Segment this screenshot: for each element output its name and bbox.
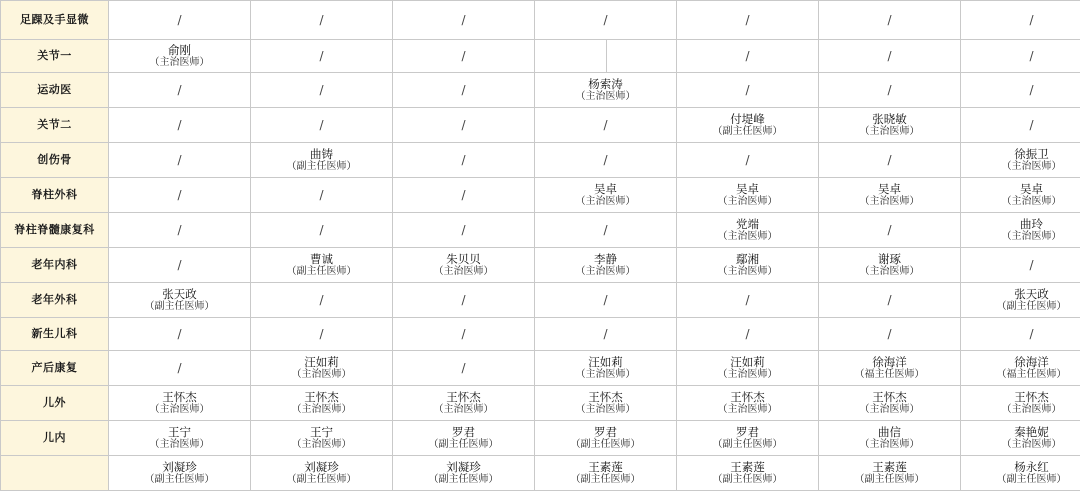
schedule-cell-empty: [961, 40, 1080, 73]
doctor-name: 徐海洋: [1014, 354, 1049, 369]
schedule-cell-empty: [251, 283, 393, 318]
department-label: 足踝及手显微: [1, 1, 109, 40]
schedule-cell-doctor: [961, 283, 1080, 318]
slash-mark: /: [461, 360, 466, 375]
doctor-name: 王素莲: [872, 459, 907, 474]
slash-mark: /: [319, 326, 324, 341]
doctor-title: （主治医师）: [1001, 160, 1062, 172]
doctor-name: 曲玲: [1020, 216, 1043, 231]
slash-mark: /: [177, 360, 182, 375]
slash-mark: /: [177, 117, 182, 132]
department-label: 创伤骨: [1, 143, 109, 178]
table-row: [1, 1, 1080, 40]
schedule-cell-empty: [393, 1, 535, 40]
slash-mark: /: [887, 152, 892, 167]
slash-mark: /: [177, 222, 182, 237]
schedule-cell-empty: [819, 143, 961, 178]
schedule-cell-doctor: [961, 456, 1080, 491]
schedule-cell-doctor: [819, 178, 961, 213]
slash-mark: /: [603, 152, 608, 167]
schedule-cell-empty: [109, 108, 251, 143]
schedule-cell-empty: [393, 178, 535, 213]
schedule-cell-empty: [819, 1, 961, 40]
doctor-title: （副主任医师）: [854, 473, 925, 485]
doctor-title: （主治医师）: [291, 368, 352, 380]
doctor-name: 张天政: [1014, 286, 1049, 301]
doctor-name: 党端: [736, 216, 759, 231]
slash-mark: /: [887, 82, 892, 97]
schedule-cell-empty: [819, 283, 961, 318]
doctor-title: （主治医师）: [575, 195, 636, 207]
doctor-title: （主治医师）: [717, 403, 778, 415]
slash-mark: /: [1029, 48, 1034, 63]
schedule-table-body: [1, 1, 1080, 491]
doctor-name: 吴卓: [594, 181, 617, 196]
schedule-cell-empty: [251, 318, 393, 351]
schedule-cell-doctor: [961, 213, 1080, 248]
doctor-title: （副主任医师）: [428, 473, 499, 485]
schedule-cell-empty: [251, 108, 393, 143]
doctor-title: （主治医师）: [575, 265, 636, 277]
schedule-cell-empty: [109, 73, 251, 108]
doctor-title: （主治医师）: [1001, 438, 1062, 450]
doctor-title: （主治医师）: [149, 403, 210, 415]
slash-mark: /: [1029, 117, 1034, 132]
table-row: [1, 108, 1080, 143]
slash-mark: /: [461, 48, 466, 63]
schedule-cell-doctor: [251, 456, 393, 491]
slash-mark: /: [177, 257, 182, 272]
schedule-cell-doctor: [677, 351, 819, 386]
doctor-name: 王素莲: [588, 459, 623, 474]
schedule-cell-doctor: [393, 386, 535, 421]
schedule-cell-empty: [535, 318, 677, 351]
doctor-title: （主治医师）: [433, 265, 494, 277]
doctor-title: （福主任医师）: [996, 368, 1067, 380]
slash-mark: /: [887, 48, 892, 63]
schedule-cell-doctor: [109, 386, 251, 421]
schedule-cell-doctor: [393, 456, 535, 491]
schedule-cell-split: [535, 40, 677, 73]
doctor-name: 王怀杰: [872, 389, 907, 404]
schedule-cell-doctor: [677, 456, 819, 491]
slash-mark: /: [1029, 82, 1034, 97]
doctor-name: 谢琢: [878, 251, 901, 266]
schedule-cell-empty: [109, 1, 251, 40]
table-row: [1, 178, 1080, 213]
schedule-cell-empty: [393, 318, 535, 351]
doctor-name: 徐海洋: [872, 354, 907, 369]
doctor-title: （副主任医师）: [570, 438, 641, 450]
schedule-cell-empty: [251, 40, 393, 73]
doctor-title: （副主任医师）: [286, 473, 357, 485]
schedule-cell-doctor: [819, 351, 961, 386]
department-label: 运动医: [1, 73, 109, 108]
doctor-name: 秦艳妮: [1014, 424, 1049, 439]
doctor-name: 刘凝珍: [162, 459, 197, 474]
doctor-name: 张天政: [162, 286, 197, 301]
slash-mark: /: [745, 326, 750, 341]
schedule-cell-doctor: [961, 386, 1080, 421]
doctor-name: 曹诚: [310, 251, 333, 266]
slash-mark: /: [1029, 12, 1034, 27]
slash-mark: /: [745, 12, 750, 27]
doctor-title: （主治医师）: [149, 438, 210, 450]
schedule-cell-doctor: [677, 248, 819, 283]
doctor-title: （副主任医师）: [144, 300, 215, 312]
department-label: 儿内: [1, 421, 109, 456]
doctor-title: （主治医师）: [859, 403, 920, 415]
table-row: [1, 456, 1080, 491]
schedule-cell-empty: [819, 318, 961, 351]
doctor-title: （主治医师）: [859, 195, 920, 207]
table-row: [1, 73, 1080, 108]
doctor-name: 罗君: [736, 424, 759, 439]
doctor-name: 王怀杰: [588, 389, 623, 404]
doctor-title: （主治医师）: [149, 56, 210, 68]
doctor-name: 王怀杰: [446, 389, 481, 404]
doctor-name: 汪如莉: [304, 354, 339, 369]
table-row: [1, 318, 1080, 351]
slash-mark: /: [1029, 257, 1034, 272]
doctor-name: 吴卓: [1020, 181, 1043, 196]
schedule-cell-doctor: [535, 456, 677, 491]
slash-mark: /: [461, 12, 466, 27]
doctor-title: （主治医师）: [859, 438, 920, 450]
doctor-name: 曲铸: [310, 146, 333, 161]
doctor-name: 杨永红: [1014, 459, 1049, 474]
doctor-title: （主治医师）: [575, 368, 636, 380]
schedule-cell-empty: [535, 1, 677, 40]
doctor-name: 王宁: [310, 424, 333, 439]
schedule-cell-empty: [819, 73, 961, 108]
schedule-cell-empty: [677, 73, 819, 108]
schedule-cell-empty: [961, 73, 1080, 108]
slash-mark: /: [177, 326, 182, 341]
department-label: 老年内科: [1, 248, 109, 283]
slash-mark: /: [603, 12, 608, 27]
slash-mark: /: [461, 326, 466, 341]
table-row: [1, 213, 1080, 248]
schedule-cell-empty: [251, 178, 393, 213]
slash-mark: /: [887, 222, 892, 237]
schedule-cell-doctor: [677, 386, 819, 421]
schedule-cell-empty: [535, 283, 677, 318]
slash-mark: /: [461, 82, 466, 97]
slash-mark: /: [319, 222, 324, 237]
schedule-cell-empty: [535, 143, 677, 178]
doctor-name: 王怀杰: [1014, 389, 1049, 404]
slash-mark: /: [745, 48, 750, 63]
table-row: [1, 386, 1080, 421]
schedule-cell-doctor: [819, 248, 961, 283]
schedule-cell-empty: [677, 40, 819, 73]
schedule-cell-doctor: [109, 456, 251, 491]
schedule-cell-empty: [961, 108, 1080, 143]
doctor-title: （主治医师）: [859, 125, 920, 137]
slash-mark: /: [319, 12, 324, 27]
slash-mark: /: [887, 292, 892, 307]
schedule-cell-empty: [109, 143, 251, 178]
doctor-title: （主治医师）: [291, 438, 352, 450]
table-row: [1, 248, 1080, 283]
schedule-cell-doctor: [393, 248, 535, 283]
schedule-cell-empty: [109, 248, 251, 283]
doctor-title: （副主任医师）: [570, 473, 641, 485]
slash-mark: /: [177, 12, 182, 27]
doctor-name: 汪如莉: [730, 354, 765, 369]
doctor-name: 刘凝珍: [446, 459, 481, 474]
schedule-cell-empty: [251, 73, 393, 108]
schedule-cell-doctor: [677, 108, 819, 143]
schedule-cell-doctor: [109, 283, 251, 318]
schedule-cell-doctor: [251, 143, 393, 178]
slash-mark: /: [745, 82, 750, 97]
table-row: [1, 421, 1080, 456]
slash-mark: /: [319, 82, 324, 97]
doctor-name: 吴卓: [736, 181, 759, 196]
schedule-cell-doctor: [109, 40, 251, 73]
schedule-cell-empty: [677, 283, 819, 318]
schedule-cell-empty: [819, 40, 961, 73]
schedule-cell-doctor: [251, 351, 393, 386]
table-row: [1, 143, 1080, 178]
doctor-title: （主治医师）: [433, 403, 494, 415]
slash-mark: /: [603, 292, 608, 307]
slash-mark: /: [603, 117, 608, 132]
department-label: 老年外科: [1, 283, 109, 318]
schedule-cell-doctor: [251, 386, 393, 421]
schedule-cell-doctor: [677, 213, 819, 248]
schedule-cell-doctor: [677, 421, 819, 456]
doctor-title: （主治医师）: [1001, 230, 1062, 242]
doctor-title: （主治医师）: [291, 403, 352, 415]
department-label: 脊柱外科: [1, 178, 109, 213]
schedule-cell-doctor: [819, 421, 961, 456]
slash-mark: /: [461, 292, 466, 307]
schedule-cell-doctor: [109, 421, 251, 456]
doctor-title: （主治医师）: [717, 230, 778, 242]
schedule-cell-empty: [109, 351, 251, 386]
doctor-name: 杨索涛: [588, 76, 623, 91]
slash-mark: /: [745, 152, 750, 167]
slash-mark: /: [319, 187, 324, 202]
doctor-title: （副主任医师）: [996, 300, 1067, 312]
schedule-cell-doctor: [251, 421, 393, 456]
department-label: 新生儿科: [1, 318, 109, 351]
slash-mark: /: [1029, 326, 1034, 341]
schedule-cell-empty: [393, 40, 535, 73]
doctor-name: 张晓敏: [872, 111, 907, 126]
schedule-cell-empty: [393, 351, 535, 386]
doctor-title: （副主任医师）: [712, 473, 783, 485]
doctor-name: 王宁: [168, 424, 191, 439]
doctor-title: （主治医师）: [717, 265, 778, 277]
slash-mark: /: [461, 152, 466, 167]
doctor-title: （主治医师）: [1001, 403, 1062, 415]
doctor-title: （主治医师）: [575, 403, 636, 415]
slash-mark: /: [177, 82, 182, 97]
doctor-title: （福主任医师）: [854, 368, 925, 380]
schedule-cell-empty: [677, 143, 819, 178]
department-label: [1, 456, 109, 491]
slash-mark: /: [887, 12, 892, 27]
doctor-name: 罗君: [452, 424, 475, 439]
slash-mark: /: [319, 48, 324, 63]
doctor-name: 汪如莉: [588, 354, 623, 369]
department-label: 脊柱脊髓康复科: [1, 213, 109, 248]
schedule-cell-empty: [109, 178, 251, 213]
slash-mark: /: [461, 117, 466, 132]
slash-mark: /: [603, 326, 608, 341]
doctor-name: 王怀杰: [162, 389, 197, 404]
doctor-name: 俞刚: [168, 42, 191, 57]
schedule-cell-empty: [109, 213, 251, 248]
slash-mark: /: [461, 222, 466, 237]
slash-mark: /: [177, 152, 182, 167]
schedule-cell-empty: [961, 1, 1080, 40]
schedule-cell-empty: [819, 213, 961, 248]
doctor-name: 刘凝珍: [304, 459, 339, 474]
schedule-cell-empty: [393, 283, 535, 318]
doctor-title: （副主任医师）: [144, 473, 215, 485]
doctor-name: 王素莲: [730, 459, 765, 474]
doctor-title: （主治医师）: [1001, 195, 1062, 207]
slash-mark: /: [461, 187, 466, 202]
slash-mark: /: [603, 222, 608, 237]
schedule-cell-empty: [961, 248, 1080, 283]
doctor-name: 王怀杰: [304, 389, 339, 404]
department-label: 产后康复: [1, 351, 109, 386]
schedule-cell-empty: [393, 213, 535, 248]
schedule-cell-empty: [535, 108, 677, 143]
schedule-cell-doctor: [677, 178, 819, 213]
schedule-cell-doctor: [961, 421, 1080, 456]
department-label: 关节二: [1, 108, 109, 143]
doctor-name: 鄢湘: [736, 251, 759, 266]
doctor-name: 付堤峰: [730, 111, 765, 126]
cell-divider: [606, 40, 607, 72]
schedule-cell-doctor: [535, 178, 677, 213]
doctor-title: （副主任医师）: [286, 160, 357, 172]
table-row: [1, 283, 1080, 318]
schedule-cell-empty: [677, 318, 819, 351]
schedule-cell-doctor: [393, 421, 535, 456]
schedule-cell-empty: [109, 318, 251, 351]
doctor-title: （副主任医师）: [428, 438, 499, 450]
table-row: [1, 351, 1080, 386]
doctor-title: （主治医师）: [717, 195, 778, 207]
slash-mark: /: [319, 117, 324, 132]
doctor-name: 罗君: [594, 424, 617, 439]
schedule-cell-empty: [393, 108, 535, 143]
schedule-cell-doctor: [535, 248, 677, 283]
department-label: 儿外: [1, 386, 109, 421]
table-row: [1, 40, 1080, 73]
slash-mark: /: [177, 187, 182, 202]
doctor-name: 吴卓: [878, 181, 901, 196]
schedule-cell-empty: [251, 213, 393, 248]
schedule-cell-empty: [961, 318, 1080, 351]
slash-mark: /: [745, 292, 750, 307]
schedule-cell-doctor: [535, 351, 677, 386]
doctor-title: （主治医师）: [717, 368, 778, 380]
slash-mark: /: [319, 292, 324, 307]
doctor-name: 朱贝贝: [446, 251, 481, 266]
schedule-cell-doctor: [819, 108, 961, 143]
doctor-name: 李静: [594, 251, 617, 266]
schedule-cell-doctor: [961, 143, 1080, 178]
doctor-title: （副主任医师）: [712, 125, 783, 137]
schedule-cell-empty: [535, 213, 677, 248]
slash-mark: /: [887, 326, 892, 341]
doctor-name: 徐振卫: [1014, 146, 1049, 161]
schedule-cell-empty: [393, 143, 535, 178]
schedule-cell-empty: [677, 1, 819, 40]
doctor-title: （主治医师）: [575, 90, 636, 102]
schedule-cell-doctor: [535, 421, 677, 456]
schedule-cell-doctor: [961, 178, 1080, 213]
doctor-title: （副主任医师）: [712, 438, 783, 450]
doctor-title: （主治医师）: [859, 265, 920, 277]
doctor-name: 王怀杰: [730, 389, 765, 404]
doctor-title: （副主任医师）: [286, 265, 357, 277]
schedule-cell-empty: [393, 73, 535, 108]
schedule-cell-doctor: [819, 386, 961, 421]
schedule-cell-doctor: [535, 73, 677, 108]
schedule-cell-doctor: [251, 248, 393, 283]
schedule-cell-doctor: [819, 456, 961, 491]
schedule-cell-doctor: [535, 386, 677, 421]
schedule-cell-doctor: [961, 351, 1080, 386]
schedule-cell-empty: [251, 1, 393, 40]
doctor-title: （副主任医师）: [996, 473, 1067, 485]
department-label: 关节一: [1, 40, 109, 73]
doctor-name: 曲信: [878, 424, 901, 439]
